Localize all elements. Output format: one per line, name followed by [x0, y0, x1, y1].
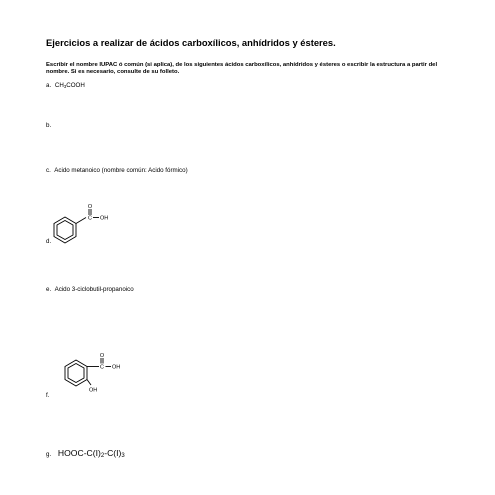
exercise-item-f: [46, 392, 51, 399]
benzoic-acid-structure: [50, 203, 120, 247]
carbon-label: C: [88, 215, 92, 222]
benzene-inner-ring: [68, 364, 84, 383]
item-letter: a.: [46, 82, 52, 89]
document-title: Ejercicios a realizar de ácidos carboxílicos, anhídridos y ésteres.: [46, 37, 336, 48]
item-letter: b.: [46, 122, 52, 129]
item-letter: g.: [46, 451, 52, 458]
item-text: Acido 3-ciclobutil-propanoico: [54, 286, 134, 293]
hydroxyl-label: OH: [100, 215, 109, 222]
instructions-text: Escribir el nombre IUPAC ó común (si aplica), de los siguientes ácidos carboxílicos, anhídridos y ésteres o escribir la estructura a partir del nombre. Si es necesario, consulte de su folleto.: [46, 62, 438, 76]
ring-to-carbon-bond: [76, 218, 86, 224]
oxygen-label: O: [99, 353, 105, 359]
oxygen-label: O: [87, 204, 93, 210]
benzene-inner-ring: [57, 221, 73, 240]
item-letter: c.: [46, 167, 51, 174]
exercise-item-b: [46, 122, 53, 129]
exercise-item-g: [46, 448, 125, 459]
ring-hydroxyl-bond: [87, 380, 91, 386]
acid-hydroxyl-label: OH: [112, 364, 121, 371]
item-text: Acido metanoico (nombre común: Acido fórmico): [54, 167, 188, 174]
ring-hydroxyl-label: OH: [89, 387, 98, 394]
item-letter: e.: [46, 286, 52, 293]
exercise-item-a: [46, 82, 85, 89]
carbon-label: C: [100, 364, 104, 371]
salicylic-acid-structure: [60, 353, 132, 397]
formula-text: HOOC-$C(I)_2-C(I)_3$: [57, 448, 125, 459]
formula-text: $CH_3COOH$: [54, 82, 85, 89]
item-letter: d.: [46, 238, 52, 245]
exercise-item-d: [46, 238, 53, 245]
item-letter: f.: [46, 392, 50, 399]
exercise-item-e: [46, 286, 134, 293]
exercise-item-c: [46, 167, 188, 174]
